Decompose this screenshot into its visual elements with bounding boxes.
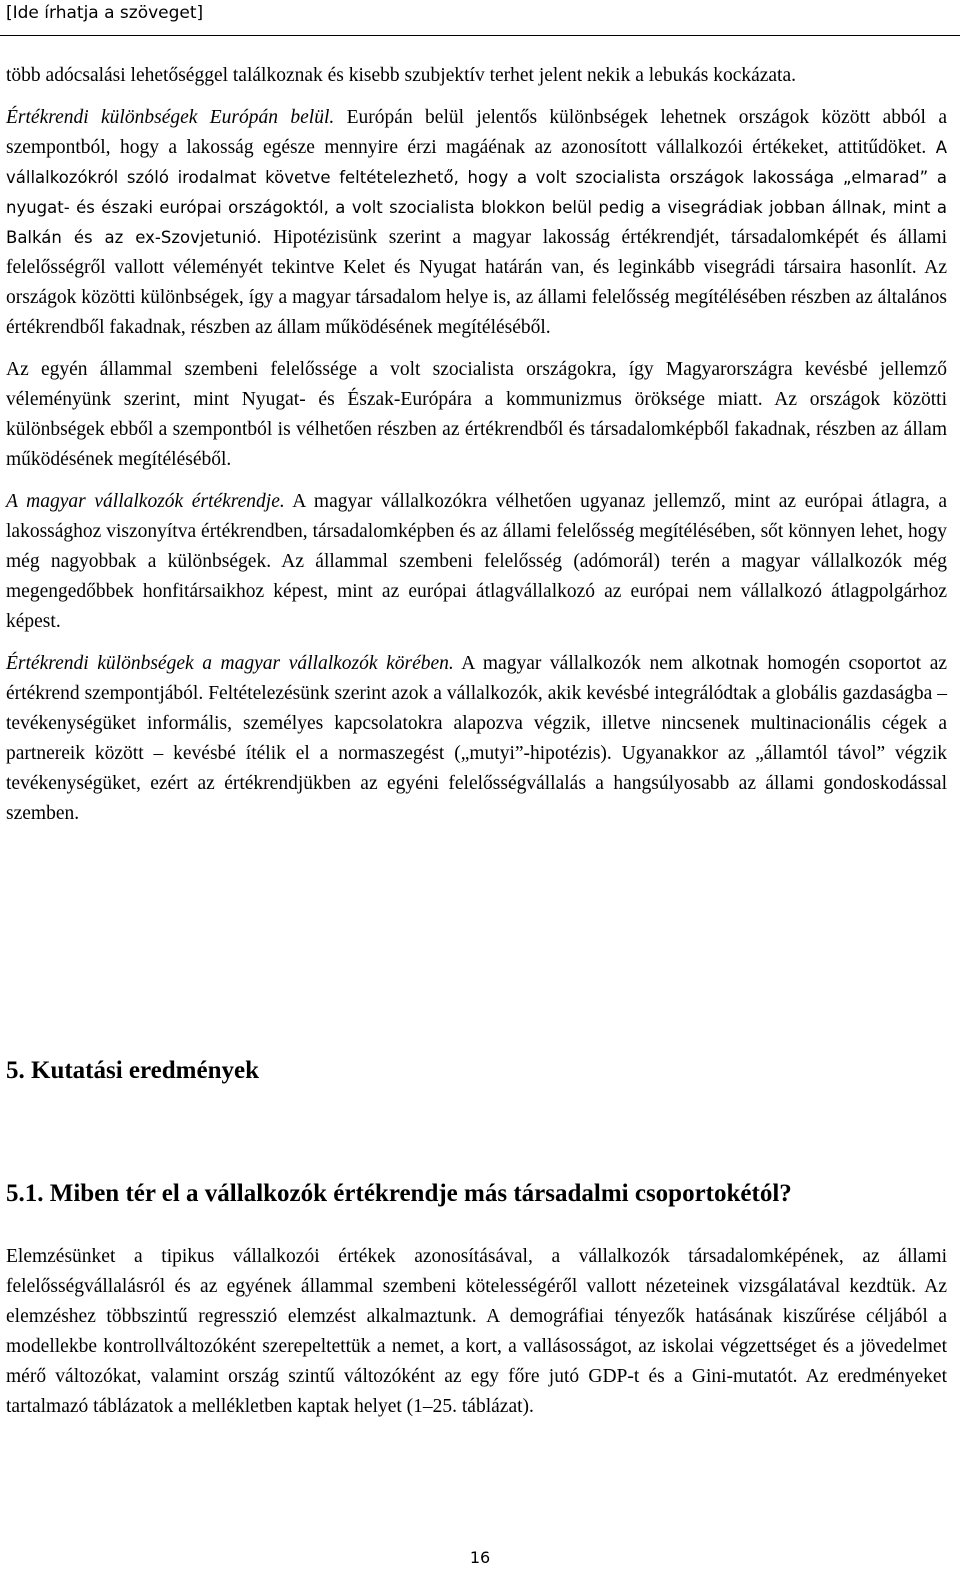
paragraph-3 [6,355,947,475]
paragraph-2-sans-text: A vállalkozókról szóló irodalmat követve feltételezhető, hogy a volt szocialista országok lakossága „elmarad” a nyugat- és északi európai országoktól, a volt szocialista blokkon belül pedig a visegrádiak jobban állnak, mint a Balkán és az ex-Szovjetunió. [6,138,947,247]
paragraph-2-text-2: Hipotézisünk szerint a magyar lakosság értékrendjét, társadalomképét és állami felelősségről vallott véleményét tekintve Kelet és Nyugat határán van, és leginkább visegrádi társaira hasonlít. Az országok közötti különbségek, így a magyar társadalom helye is, az állami felelősség megítélésében részben az általános értékrendből fakadnak, részben az állam működésének megítéléséből. [6,227,947,338]
paragraph-5-text: A magyar vállalkozók nem alkotnak homogén csoportot az értékrend szempontjából. Feltételezésünk szerint azok a vállalkozók, akik kevésbé integrálódtak a globális gazdaságba – tevékenységüket informális, személyes kapcsolatokra alapozva végzik, illetve nincsenek multinacionális cégek a partnereik között – kevésbé ítélik el a normaszegést („mutyi”-hipotézis). Ugyanakkor az „államtól távol” végzik tevékenységüket, ezért az értékrendjükben az egyéni felelősségvállalás a hangsúlyosabb az állami gondoskodással szemben. [6,653,947,824]
section-paragraph: Elemzésünket a tipikus vállalkozói értékek azonosításával, a vállalkozók társadalomképének, az állami felelősségvállalásról és az egyének állammal szembeni kötelességéről vallott nézeteinek vizsgálatával kezdtük. Az elemzéshez többszintű regresszió elemzést alkalmaztunk. A demográfiai tényezők hatásának kiszűrése céljából a modellekbe kontrollváltozóként szerepeltettük a nemet, a kort, a vallásosságot, az iskolai végzettséget és a jövedelmet mérő változókat, valamint ország szintű változóként az egy főre jutó GDP-t és a Gini-mutatót. Az eredményeket tartalmazó táblázatok a mellékletben kaptak helyet (1–25. táblázat). [6,1246,947,1417]
paragraph-2-lead: Értékrendi különbségek Európán belül. [6,107,335,128]
section-body-text [6,1242,947,1422]
paragraph-4-text: A magyar vállalkozókra vélhetően ugyanaz jellemző, mint az európai átlagra, a lakossághoz viszonyítva értékrendben, társadalomképben és az állami felelősség megítélésében, sőt könnyen lehet, hogy még nagyobbak a különbségek. Az állammal szembeni felelősség (adómorál) terén a magyar vállalkozók még megengedőbbek honfitársaikhoz képest, mint az európai átlagvállalkozó az európai nem vállalkozó átlagpolgárhoz képest. [6,491,947,632]
paragraph-1-text: több adócsalási lehetőséggel találkoznak és kisebb szubjektív terhet jelent nekik a lebukás kockázata. [6,65,797,86]
page-header: [Ide írhatja a szöveget] [6,3,204,23]
paragraph-5-lead: Értékrendi különbségek a magyar vállalkozók körében. [6,653,454,674]
paragraph-3-text: Az egyén állammal szembeni felelőssége a volt szocialista országokra, így Magyarországra kevésbé jellemző véleményünk szerint, mint Nyugat- és Észak-Európára a kommunizmus öröksége miatt. Az országok közötti különbségek ebből a szempontból is vélhetően részben az értékrendből és társadalomképből fakadnak, részben az állam működésének megítéléséből. [6,359,947,470]
body-text [6,61,947,829]
paragraph-5 [6,649,947,829]
page-number: 16 [469,1548,491,1567]
header-divider [0,35,960,36]
subsection-heading: 5.1. Miben tér el a vállalkozók értékrendje más társadalmi csoportokétól? [6,1180,792,1207]
section-heading: 5. Kutatási eredmények [6,1057,259,1084]
paragraph-4-lead: A magyar vállalkozók értékrendje. [6,491,285,512]
paragraph-2-text: Európán belül jelentős különbségek lehetnek országok között abból a szempontból, hogy a lakosság egésze mennyire érzi magáénak az azonosított vállalkozói értékeket, attitűdöket. [6,107,947,158]
paragraph-4 [6,487,947,637]
paragraph-2 [6,103,947,343]
paragraph-1 [6,61,947,91]
